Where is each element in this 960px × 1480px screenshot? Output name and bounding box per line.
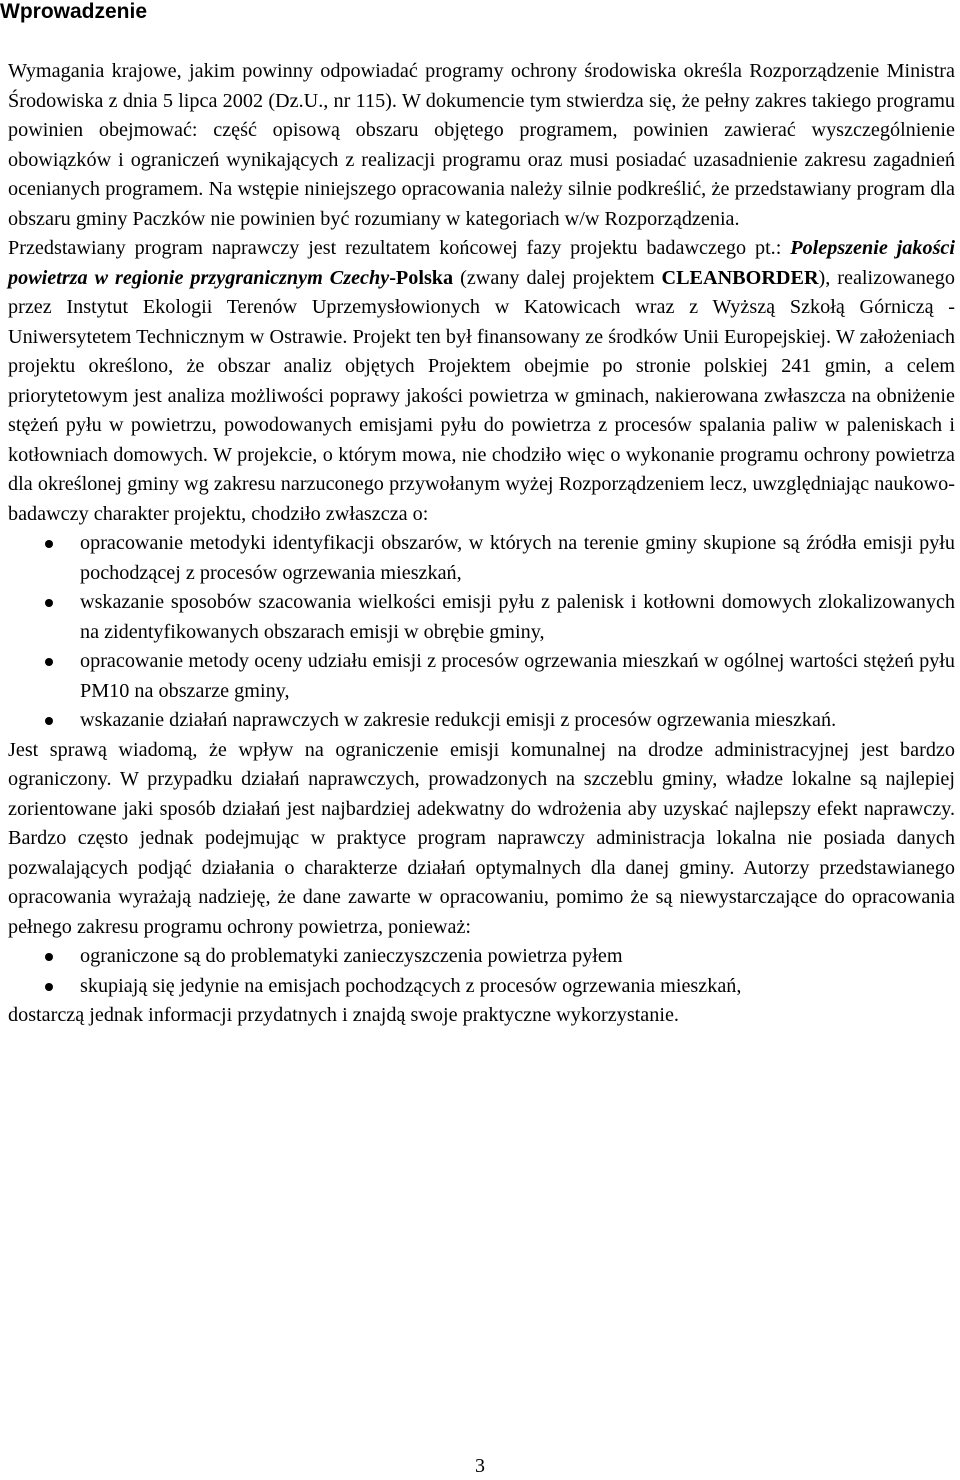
- section-heading: Wprowadzenie: [0, 0, 148, 23]
- list-item: opracowanie metody oceny udziału emisji z procesów ogrzewania mieszkań w ogólnej wartości stężeń pyłu PM10 na obszarze gminy,: [8, 647, 955, 706]
- bullet-icon: [45, 983, 53, 991]
- goals-list: [8, 529, 955, 736]
- project-rest-text: ), realizowanego przez Instytut Ekologii Terenów Uprzemysłowionych w Katowicach wraz z Wyższą Szkołą Górniczą - Uniwersytetem Technicznym w Ostrawie. Projekt ten był finansowany ze środków Unii Europejskiej. W założeniach projektu określono, że obszar analiz objętych Projektem obejmie po stronie polskiej 241 gmin, a celem priorytetowym jest analiza możliwości poprawy jakości powietrza w gminach, nakierowana zwłaszcza na obniżenie stężeń pyłu w powietrzu, powodowanych emisjami pyłu do powietrza z procesów spalania paliw w paleniskach i kotłowniach domowych. W projekcie, o którym mowa, nie chodziło więc o wykonanie programu ochrony powietrza dla określonej gminy wg zakresu narzuconego przywołanym wyżej Rozporządzeniem lecz, uwzględniając naukowo-badawczy charakter projektu, chodziło zwłaszcza o:: [8, 266, 955, 525]
- bullet-icon: [45, 953, 53, 961]
- project-title-polska: -Polska: [389, 266, 454, 289]
- project-acronym: CLEANBORDER: [661, 266, 819, 289]
- project-mid-text: (zwany dalej projektem: [453, 266, 662, 289]
- paragraph-requirements: Wymagania krajowe, jakim powinny odpowiadać programy ochrony środowiska określa Rozporządzenie Ministra Środowiska z dnia 5 lipca 2002 (Dz.U., nr 115). W dokumencie tym stwierdza się, że pełny zakres takiego programu powinien obejmować: część opisową obszaru objętego programem, powinien zawierać wyszczególnienie obowiązków i ograniczeń wynikających z realizacji programu oraz musi posiadać uzasadnienie zakresu zagadnień ocenianych programem. Na wstępie niniejszego opracowania należy silnie podkreślić, że przedstawiany program dla obszaru gminy Paczków nie powinien być rozumiany w kategoriach w/w Rozporządzenia.: [8, 60, 955, 230]
- bullet-icon: [45, 658, 53, 666]
- paragraph-administration: Jest sprawą wiadomą, że wpływ na ograniczenie emisji komunalnej na drodze administracyjnej jest bardzo ograniczony. W przypadku działań naprawczych, prowadzonych na szczeblu gminy, władze lokalne są najlepiej zorientowane jaki sposób działań jest najbardziej adekwatny do wdrożenia aby uzyskać najlepszy efekt naprawczy. Bardzo często jednak podejmując w praktyce program naprawczy administracja lokalna nie posiada danych pozwalających podjąć działania o charakterze działań optymalnych dla danej gminy. Autorzy przedstawianego opracowania wyrażają nadzieję, że dane zawarte w opracowaniu, pomimo że są niewystarczające do opracowania pełnego zakresu programu ochrony powietrza, ponieważ:: [8, 738, 955, 938]
- list-item: wskazanie sposobów szacowania wielkości emisji pyłu z palenisk i kotłowni domowych zlokalizowanych na zidentyfikowanych obszarach emisji w obrębie gminy,: [8, 588, 955, 647]
- bullet-icon: [45, 599, 53, 607]
- list-item: skupiają się jedynie na emisjach pochodzących z procesów ogrzewania mieszkań,: [8, 972, 955, 1002]
- bullet-icon: [45, 540, 53, 548]
- paragraph-project: [8, 234, 955, 529]
- bullet-icon: [45, 717, 53, 725]
- project-intro-text: Przedstawiany program naprawczy jest rezultatem końcowej fazy projektu badawczego pt.:: [8, 237, 791, 259]
- page-number: 3: [475, 1455, 485, 1477]
- list-item: wskazanie działań naprawczych w zakresie redukcji emisji z procesów ogrzewania mieszkań.: [8, 706, 955, 736]
- list-item: opracowanie metodyki identyfikacji obszarów, w których na terenie gminy skupione są źródła emisji pyłu pochodzącej z procesów ogrzewania mieszkań,: [8, 529, 955, 588]
- paragraph-conclusion: dostarczą jednak informacji przydatnych i znajdą swoje praktyczne wykorzystanie.: [8, 1004, 679, 1026]
- list-item: ograniczone są do problematyki zanieczyszczenia powietrza pyłem: [8, 942, 955, 972]
- project-title: Polepszenie jakości powietrza w regionie przygranicznym Czechy: [8, 237, 955, 289]
- limitations-list: [8, 942, 955, 1001]
